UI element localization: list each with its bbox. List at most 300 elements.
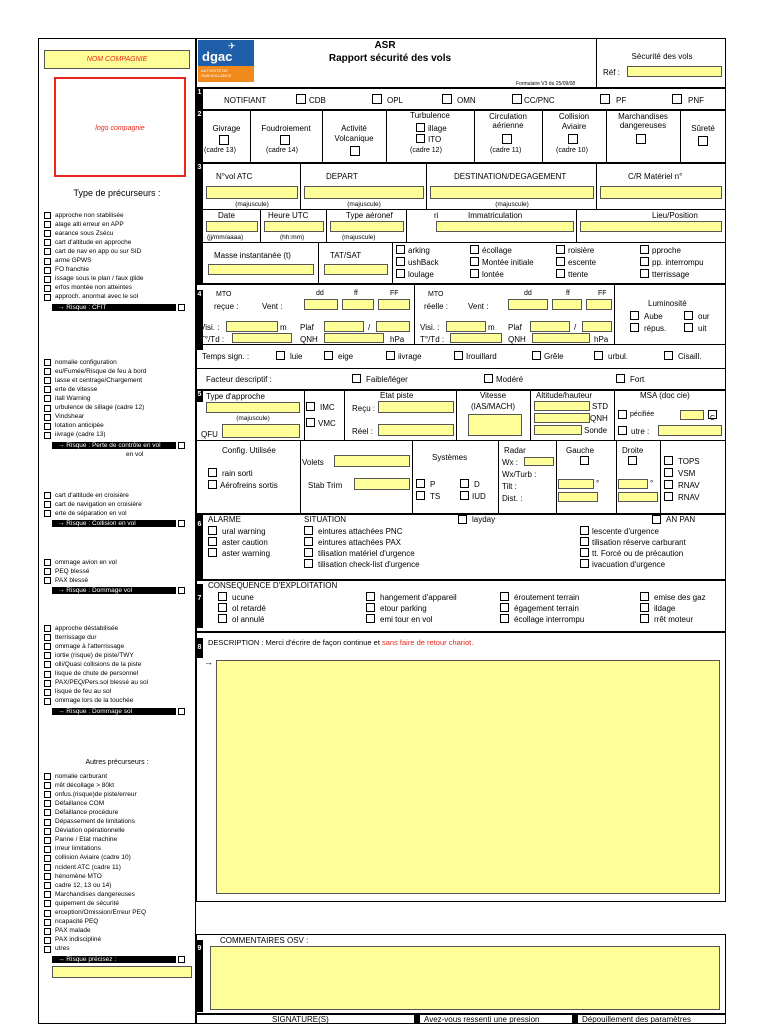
volcanique-label: Volcanique (334, 134, 374, 143)
vsm-checkbox[interactable] (664, 468, 673, 477)
precursor-checkbox[interactable] (44, 577, 51, 584)
att-force-checkbox[interactable] (580, 548, 589, 557)
phase-decollage-checkbox[interactable] (470, 245, 479, 254)
hud-checkbox[interactable] (460, 491, 469, 500)
circulation-checkbox[interactable] (502, 134, 512, 144)
phase-descente-checkbox[interactable] (556, 257, 565, 266)
logo-label: logo compagnie (95, 125, 145, 132)
neige-checkbox[interactable] (324, 351, 333, 360)
precursor-checkbox[interactable] (44, 395, 51, 402)
ildage-checkbox[interactable] (640, 603, 649, 612)
FF-recu-label: FF (390, 290, 399, 297)
marchandises-label: Marchandises (618, 112, 668, 121)
specifiee-checkbox[interactable] (618, 410, 627, 419)
precursor-label: cart de navigation en croisière (55, 500, 142, 508)
precursor-checkbox[interactable] (44, 689, 51, 696)
materiel-urg-checkbox[interactable] (304, 548, 313, 557)
crepus-label: répus. (644, 324, 667, 333)
precursor-checkbox[interactable] (44, 855, 51, 862)
fd-checkbox[interactable] (460, 479, 469, 488)
section-number-6: 6 (196, 514, 203, 580)
precursor-checkbox[interactable] (44, 882, 51, 889)
precursor-checkbox[interactable] (44, 652, 51, 659)
phase-approche-checkbox[interactable] (640, 245, 649, 254)
crepus-checkbox[interactable] (630, 323, 639, 332)
precursor-label: utres (55, 945, 70, 953)
gauche-checkbox[interactable] (580, 456, 589, 465)
precursor-checkbox[interactable] (44, 276, 51, 283)
stab-field[interactable] (354, 478, 410, 490)
precursor-label: cart de nav en app ou sur SID (55, 247, 142, 255)
ref-field[interactable] (627, 66, 722, 77)
wx-field[interactable] (524, 457, 554, 466)
notifiant-opl-label: OPL (387, 96, 404, 105)
ias-label: (IAS/MACH) (471, 402, 515, 411)
plane-icon: ✈ (228, 41, 236, 51)
precursor-label: tterrissage dur (55, 633, 97, 641)
precursor-checkbox[interactable] (44, 919, 51, 926)
form-version: Formulaire V3 du 25/09/08 (516, 81, 576, 87)
dist-label: Dist. : (502, 494, 523, 503)
precursor-checkbox[interactable] (44, 625, 51, 632)
heure-field[interactable] (264, 221, 324, 232)
phase-montee-init-checkbox[interactable] (470, 257, 479, 266)
retour-parking-checkbox[interactable] (366, 603, 375, 612)
deroutement-checkbox[interactable] (500, 592, 509, 601)
vmc-checkbox[interactable] (306, 418, 315, 427)
rnav-checkbox[interactable] (664, 480, 673, 489)
precursor-checkbox[interactable] (44, 368, 51, 375)
aucune-checkbox[interactable] (218, 592, 227, 601)
precursor-checkbox[interactable] (44, 800, 51, 807)
nuit-checkbox[interactable] (684, 323, 693, 332)
vol-retarde-checkbox[interactable] (218, 603, 227, 612)
checklist-checkbox[interactable] (304, 559, 313, 568)
reel-piste-label: Réel : (352, 427, 373, 436)
phase-montee-checkbox[interactable] (470, 269, 479, 278)
notifiant-omn-label: OMN (457, 96, 476, 105)
tops-label: TOPS (678, 457, 700, 466)
precursor-checkbox[interactable] (44, 873, 51, 880)
ref-label: Réf : (603, 68, 620, 77)
autre-msa-checkbox[interactable] (618, 426, 627, 435)
precursor-checkbox[interactable] (44, 864, 51, 871)
type-app-label: Type d'approche (206, 392, 265, 401)
risk-bar-line2: en vol (126, 450, 144, 458)
precursor-label: hénomène MTO (55, 872, 102, 880)
precursor-label: olli/Quasi collisions de la piste (55, 660, 142, 668)
FF-reel-field[interactable] (586, 299, 612, 310)
precursor-checkbox[interactable] (44, 501, 51, 508)
company-name-label: NOM COMPAGNIE (86, 56, 148, 63)
precursor-checkbox[interactable] (44, 928, 51, 935)
tops-checkbox[interactable] (664, 456, 673, 465)
type-avion-majuscule: (majuscule) (342, 234, 376, 241)
surete-checkbox[interactable] (698, 136, 708, 146)
commentaires-label: COMMENTAIRES OSV : (220, 936, 309, 945)
precursor-checkbox[interactable] (44, 212, 51, 219)
precursor-checkbox[interactable] (44, 377, 51, 384)
hpa-reel-label: hPa (594, 335, 609, 344)
phase-atterrissage-label: tterrissage (652, 270, 690, 279)
phase-decollage-label: écollage (482, 246, 512, 255)
dgac-logo-band (198, 66, 254, 82)
givrage-label: Givrage (212, 124, 241, 133)
etat-piste-recu-field[interactable] (378, 401, 454, 413)
phase-pushback-checkbox[interactable] (396, 257, 405, 266)
plaf2-recu-field[interactable] (376, 321, 410, 332)
plaf2-reel-field[interactable] (582, 321, 612, 332)
visi-reel-field[interactable] (446, 321, 486, 332)
plaf-recu-slash: / (368, 323, 371, 332)
precursor-label: urbulence de sillage (cadre 12) (55, 404, 145, 411)
ats-checkbox[interactable] (416, 491, 425, 500)
ttd-reel-field[interactable] (450, 333, 502, 343)
alt-sonde-field[interactable] (534, 425, 582, 435)
evacuation-label: ivacuation d'urgence (592, 560, 666, 569)
volcanique-checkbox[interactable] (350, 146, 360, 156)
dd-recu-field[interactable] (304, 299, 338, 310)
decollage-int-label: écollage interrompu (514, 615, 585, 624)
decollage-int-checkbox[interactable] (500, 614, 509, 623)
precursor-checkbox[interactable] (44, 809, 51, 816)
lieu-field[interactable] (580, 221, 722, 232)
section-number-9: 9 (196, 940, 203, 1012)
masse-field[interactable] (208, 264, 314, 275)
FF-recu-field[interactable] (378, 299, 410, 310)
precursor-checkbox[interactable] (44, 285, 51, 292)
master-warning-checkbox[interactable] (208, 548, 217, 557)
droite-tilt-field[interactable] (618, 479, 648, 489)
precursor-checkbox[interactable] (44, 946, 51, 953)
tat-field[interactable] (324, 264, 388, 275)
risk-bar: → Risque : Dommage vol (52, 587, 176, 594)
precursor-label: nomalie configuration (55, 358, 117, 366)
ff-reel-field[interactable] (552, 299, 582, 310)
remise-checkbox[interactable] (640, 592, 649, 601)
precursor-checkbox[interactable] (44, 846, 51, 853)
notifiant-pf-checkbox[interactable] (600, 94, 610, 104)
aural-label: ural warning (222, 527, 266, 536)
precursor-checkbox[interactable] (44, 643, 51, 650)
master-caution-label: aster caution (222, 538, 268, 547)
arret-label: rrêt moteur (654, 615, 694, 624)
notifiant-omn-checkbox[interactable] (442, 94, 452, 104)
precursor-checkbox[interactable] (44, 386, 51, 393)
m-reel-label: m (488, 323, 495, 332)
turbul-label: urbul. (608, 352, 629, 361)
risk-bar: → Risque : Dommage sol (52, 708, 176, 715)
materiel-field[interactable] (600, 186, 722, 199)
reelle-label: réelle : (424, 302, 449, 311)
pluie-label: luie (290, 352, 303, 361)
precursor-label: Déviation opérationnelle (55, 827, 125, 835)
description-textarea[interactable] (216, 660, 720, 894)
section-number-8: 8 (196, 638, 203, 658)
descente-urg-checkbox[interactable] (580, 526, 589, 535)
faible-label: Faible/léger (366, 375, 408, 384)
givrage-checkbox[interactable] (219, 135, 229, 145)
train-checkbox[interactable] (208, 468, 217, 477)
precursor-checkbox[interactable] (44, 782, 51, 789)
aviaire-cadre: (cadre 10) (556, 147, 588, 154)
alt-std-field[interactable] (534, 401, 590, 411)
ceintures-pnc-label: eintures attachées PNC (318, 527, 403, 536)
msa-field[interactable] (680, 410, 704, 420)
plaf-reel-field[interactable] (530, 321, 570, 332)
risk-checkbox[interactable] (178, 304, 185, 311)
commentaires-textarea[interactable] (210, 946, 720, 1010)
notifiant-pnf-checkbox[interactable] (672, 94, 682, 104)
immat-field[interactable] (436, 221, 574, 232)
marchandises-checkbox[interactable] (636, 134, 646, 144)
gauche-dist-field[interactable] (558, 492, 598, 502)
imc-checkbox[interactable] (306, 402, 315, 411)
precursor-label: approche non stabilisée (55, 211, 124, 219)
jour-label: our (698, 312, 710, 321)
risk-checkbox[interactable] (178, 587, 185, 594)
droite-checkbox[interactable] (628, 456, 637, 465)
aerofreins-checkbox[interactable] (208, 480, 217, 489)
autre-msa-field[interactable] (658, 425, 722, 436)
jour-checkbox[interactable] (684, 311, 693, 320)
precursor-checkbox[interactable] (44, 405, 51, 412)
precursor-label: Défaillance procédure (55, 808, 119, 816)
section-number-2: 2 (196, 110, 203, 163)
precursor-label: approch. anormal avec le sol (55, 293, 139, 301)
vol-retarde-label: ol retardé (232, 604, 266, 613)
qnh-reel-field[interactable] (532, 333, 590, 343)
precursor-checkbox[interactable] (44, 267, 51, 274)
phase-app-interrompu-label: pp. interrompu (652, 258, 704, 267)
ap-checkbox[interactable] (416, 479, 425, 488)
precursor-checkbox[interactable] (44, 828, 51, 835)
precursor-checkbox[interactable] (44, 432, 51, 439)
precursor-label: erte de vitesse (55, 385, 98, 393)
precursor-checkbox[interactable] (44, 891, 51, 898)
precursor-label: Panne / Etat machine (55, 836, 118, 844)
precursor-checkbox[interactable] (44, 773, 51, 780)
phase-pushback-label: ushBack (408, 258, 439, 267)
masse-label: Masse instantanée (t) (214, 251, 291, 260)
ttd-recu-field[interactable] (232, 333, 292, 343)
activite-label: Activité (341, 124, 367, 133)
foudroiement-cadre: (cadre 14) (266, 147, 298, 154)
precursor-checkbox[interactable] (44, 568, 51, 575)
risk-checkbox[interactable] (178, 442, 185, 449)
alt-qnh-field[interactable] (534, 413, 590, 423)
precursor-label: alage alti erreur en APP (55, 220, 124, 228)
visi-recu-field[interactable] (226, 321, 278, 332)
qnh-alt-label: QNH (590, 414, 608, 423)
precursor-checkbox[interactable] (44, 510, 51, 517)
precursor-checkbox[interactable] (44, 661, 51, 668)
precursor-label: eu/Fumée/Risque de feu à bord (55, 367, 147, 375)
grele-checkbox[interactable] (532, 351, 541, 360)
sillage-checkbox[interactable] (416, 123, 425, 132)
notifiant-opl-checkbox[interactable] (372, 94, 382, 104)
master-caution-checkbox[interactable] (208, 537, 217, 546)
modere-label: Modéré (496, 375, 524, 384)
depart-field[interactable] (304, 186, 424, 199)
vent-reel-label: Vent : (468, 302, 489, 311)
section-number-5: 5 (196, 390, 203, 402)
precursor-checkbox[interactable] (44, 634, 51, 641)
type-app-field[interactable] (206, 402, 300, 413)
faible-checkbox[interactable] (352, 374, 361, 383)
risk-specify-field[interactable] (52, 966, 192, 978)
ri-label: ri (434, 211, 439, 220)
dgac-logo-text: dgac (202, 49, 233, 64)
precursor-checkbox[interactable] (44, 221, 51, 228)
nvol-majuscule: (majuscule) (235, 201, 269, 208)
descente-urg-label: lescente d'urgence (592, 527, 659, 536)
degagement-label: égagement terrain (514, 604, 579, 613)
precursor-checkbox[interactable] (44, 680, 51, 687)
etat-piste-reel-field[interactable] (378, 424, 454, 436)
precursor-checkbox[interactable] (44, 937, 51, 944)
precursor-checkbox[interactable] (44, 239, 51, 246)
cisaill-checkbox[interactable] (664, 351, 673, 360)
cisaill-label: Cisaill. (678, 352, 702, 361)
precursor-label: lisque de chute de personnel (55, 670, 139, 677)
heure-format: (hh:mm) (280, 234, 305, 241)
msa-c-label: C (710, 415, 716, 422)
depart-majuscule: (majuscule) (347, 201, 381, 208)
imc-label: IMC (320, 403, 335, 412)
vol-annule-checkbox[interactable] (218, 614, 227, 623)
precursor-label: erception/Omission/Erreur PEQ (55, 909, 147, 916)
precursor-checkbox[interactable] (44, 837, 51, 844)
section-number-7: 7 (196, 584, 203, 628)
changement-checkbox[interactable] (366, 592, 375, 601)
risk-checkbox[interactable] (178, 520, 185, 527)
precursor-label: ommage à l'atterrissage (55, 642, 125, 650)
aural-checkbox[interactable] (208, 526, 217, 535)
fort-checkbox[interactable] (616, 374, 625, 383)
brouillard-checkbox[interactable] (454, 351, 463, 360)
phase-parking-checkbox[interactable] (396, 245, 405, 254)
section-number-4: 4 (196, 290, 203, 350)
demi-tour-label: emi tour en vol (380, 615, 433, 624)
vmc-label: VMC (318, 419, 336, 428)
precursor-checkbox[interactable] (44, 423, 51, 430)
degagement-checkbox[interactable] (500, 603, 509, 612)
precursor-checkbox[interactable] (44, 671, 51, 678)
vsm-label: VSM (678, 469, 696, 478)
phase-roulage-checkbox[interactable] (396, 269, 405, 278)
vitesse-field[interactable] (468, 414, 522, 436)
precursor-checkbox[interactable] (44, 414, 51, 421)
type-avion-label: Type aéronef (346, 211, 393, 220)
turb-mto-checkbox[interactable] (416, 134, 425, 143)
recue-label: reçue : (214, 302, 239, 311)
date-field[interactable] (206, 221, 258, 232)
phase-croisiere-checkbox[interactable] (556, 245, 565, 254)
phase-atterrissage-checkbox[interactable] (640, 269, 649, 278)
stab-label: Stab Trim (308, 481, 343, 490)
precursor-label: ncident ATC (cadre 11) (55, 863, 121, 871)
nuit-label: uit (698, 324, 707, 333)
pluie-checkbox[interactable] (276, 351, 285, 360)
header-divider (596, 38, 597, 88)
foudroiement-checkbox[interactable] (280, 135, 290, 145)
phase-montee-init-label: Montée initiale (482, 258, 534, 267)
precursor-checkbox[interactable] (44, 819, 51, 826)
qnh-recu-field[interactable] (324, 333, 384, 343)
phase-app-interrompu-checkbox[interactable] (640, 257, 649, 266)
notifiant-cdb-label: CDB (309, 96, 326, 105)
aviaire-checkbox[interactable] (568, 134, 578, 144)
notifiant-cdb-checkbox[interactable] (296, 94, 306, 104)
precursor-checkbox[interactable] (44, 230, 51, 237)
autre-msa-label: utre : (631, 427, 650, 436)
precursor-checkbox[interactable] (44, 910, 51, 917)
modere-checkbox[interactable] (484, 374, 493, 383)
precursor-checkbox[interactable] (44, 492, 51, 499)
turbul-checkbox[interactable] (594, 351, 603, 360)
precursor-checkbox[interactable] (44, 294, 51, 301)
precursor-checkbox[interactable] (44, 698, 51, 705)
precursor-checkbox[interactable] (44, 900, 51, 907)
aube-checkbox[interactable] (630, 311, 639, 320)
precursor-checkbox[interactable] (44, 359, 51, 366)
volets-field[interactable] (334, 455, 410, 467)
precursor-label: nomalie carburant (55, 772, 108, 780)
lieu-label: Lieu/Position (652, 211, 698, 220)
demi-tour-checkbox[interactable] (366, 614, 375, 623)
ceintures-pax-checkbox[interactable] (304, 537, 313, 546)
arret-checkbox[interactable] (640, 614, 649, 623)
risk-checkbox[interactable] (178, 708, 185, 715)
precursor-label: ommage lors de la touchée (55, 697, 134, 705)
destination-field[interactable] (430, 186, 594, 199)
msa-label: MSA (doc cie) (640, 391, 690, 400)
plaf-recu-field[interactable] (324, 321, 364, 332)
mayday-checkbox[interactable] (458, 515, 467, 524)
notifiant-pnc-checkbox[interactable] (512, 94, 522, 104)
rnav2-checkbox[interactable] (664, 492, 673, 501)
destination-majuscule: (majuscule) (495, 201, 529, 208)
precursor-checkbox[interactable] (44, 791, 51, 798)
precursor-label: lotation anticipée (55, 422, 104, 430)
nvol-field[interactable] (206, 186, 298, 199)
gauche-tilt-field[interactable] (558, 479, 594, 489)
reserve-checkbox[interactable] (580, 537, 589, 546)
precursor-checkbox[interactable] (44, 559, 51, 566)
turb-mto-label: ITO (428, 135, 442, 144)
qfu-field[interactable] (222, 424, 300, 438)
risk-checkbox[interactable] (178, 956, 185, 963)
droite-dist-field[interactable] (618, 492, 658, 502)
phase-attente-checkbox[interactable] (556, 269, 565, 278)
givrage-mto-checkbox[interactable] (386, 351, 395, 360)
evacuation-checkbox[interactable] (580, 559, 589, 568)
phase-croisiere-label: roisière (568, 246, 595, 255)
type-avion-field[interactable] (330, 221, 404, 232)
ff-recu-field[interactable] (342, 299, 374, 310)
precursor-checkbox[interactable] (44, 258, 51, 265)
ceintures-pnc-checkbox[interactable] (304, 526, 313, 535)
precursor-label: Dépassement de limitations (55, 818, 135, 825)
panpan-checkbox[interactable] (652, 515, 661, 524)
vent-recu-label: Vent : (262, 302, 283, 311)
precursor-label: irreur limitations (55, 845, 101, 853)
precursor-checkbox[interactable] (44, 248, 51, 255)
dd-reel-field[interactable] (508, 299, 548, 310)
train-label: rain sorti (222, 469, 253, 478)
gauche-label: Gauche (566, 446, 595, 455)
